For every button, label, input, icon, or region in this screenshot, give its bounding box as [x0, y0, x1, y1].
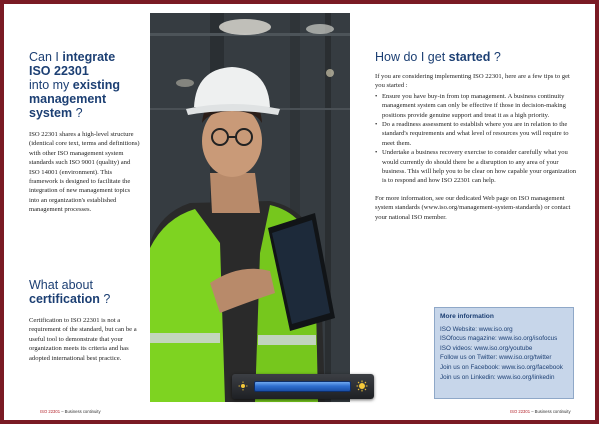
- certification-heading: [29, 278, 140, 306]
- list-item: • Ensure you have buy-in from top management. A business continuity management system can only be effective if those in decision-making positions provide genuine support and treat it as a high priority.: [375, 92, 580, 120]
- started-section: [375, 50, 580, 222]
- list-item: • Do a readiness assessment to establish where you are in relation to the standard's requirements and what level of resources you will require to meet them.: [375, 120, 580, 148]
- worker-illustration: [150, 13, 350, 402]
- viewer-control-bar: [232, 374, 374, 399]
- heading-bold-text: existing: [72, 78, 121, 92]
- heading-text: ?: [99, 292, 111, 306]
- info-link-youtube[interactable]: ISO videos: www.iso.org/youtube: [440, 344, 533, 352]
- heading-text: Can I: [29, 50, 63, 64]
- footer-right: [510, 409, 571, 414]
- heading-text: ?: [72, 106, 83, 120]
- footer-left: [40, 409, 101, 414]
- heading-text: What about: [29, 278, 93, 292]
- footer-text: – Business continuity: [60, 409, 101, 414]
- started-intro: If you are considering implementing ISO 22301, here are a few tips to get you started :: [375, 73, 570, 90]
- heading-text: into my: [29, 78, 73, 92]
- tips-list: [375, 92, 580, 186]
- heading-bold-text: started: [448, 50, 491, 64]
- integrate-section: [29, 50, 140, 215]
- brochure-page: [4, 4, 595, 420]
- info-link-website[interactable]: ISO Website: www.iso.org: [440, 325, 513, 333]
- heading-bold-text: certification: [29, 292, 100, 306]
- integrate-heading: [29, 50, 140, 120]
- started-heading: [375, 50, 580, 64]
- certification-section: [29, 278, 140, 363]
- info-link-linkedin[interactable]: Join us on Linkedin: www.iso.org/linkedin: [440, 373, 555, 381]
- heading-text: How do I get: [375, 50, 449, 64]
- info-link-facebook[interactable]: Join us on Facebook: www.iso.org/facebook: [440, 363, 563, 371]
- more-information-box: [434, 307, 574, 399]
- certification-paragraph: Certification to ISO 22301 is not a requirement of the standard, but can be a useful tool to demonstrate that your organization meets its criteria and has adopted international best practice.: [29, 317, 137, 362]
- info-link-twitter[interactable]: Follow us on Twitter: www.iso.org/twitter: [440, 354, 552, 362]
- more-information-paragraph: For more information, see our dedicated Web page on ISO management system standards (www.iso.org/management-system-standards) or contact your national ISO member.: [375, 194, 571, 221]
- info-link-isofocus[interactable]: ISOfocus magazine: www.iso.org/isofocus: [440, 335, 558, 343]
- heading-bold-text: ISO 22301: [29, 64, 89, 78]
- heading-bold-text: management: [29, 92, 107, 106]
- heading-bold-text: system: [29, 106, 73, 120]
- list-item: • Undertake a business recovery exercise to consider carefully what you would currently do should there be a disruption to any area of your business. This will help you to be clear on how capable your organization is to respond and how ISO 22301 can help.: [375, 148, 580, 186]
- footer-standard: ISO 22301: [40, 409, 61, 414]
- integrate-paragraph: ISO 22301 shares a high-level structure (identical core text, terms and definitions) with other ISO management system standards such ISO 9001 (quality) and ISO 14001 (environment). This framework is designed to facilitate the integration of new management topics into an organization's established management processes.: [29, 131, 140, 214]
- worker-photo: [150, 13, 350, 402]
- more-information-title: More information: [440, 313, 494, 320]
- footer-text: – Business continuity: [530, 409, 571, 414]
- sun-small-icon[interactable]: [238, 381, 248, 391]
- sun-large-icon[interactable]: [356, 380, 368, 392]
- zoom-slider[interactable]: [254, 381, 351, 392]
- heading-bold-text: integrate: [62, 50, 116, 64]
- heading-text: ?: [490, 50, 501, 64]
- footer-standard: ISO 22301: [510, 409, 531, 414]
